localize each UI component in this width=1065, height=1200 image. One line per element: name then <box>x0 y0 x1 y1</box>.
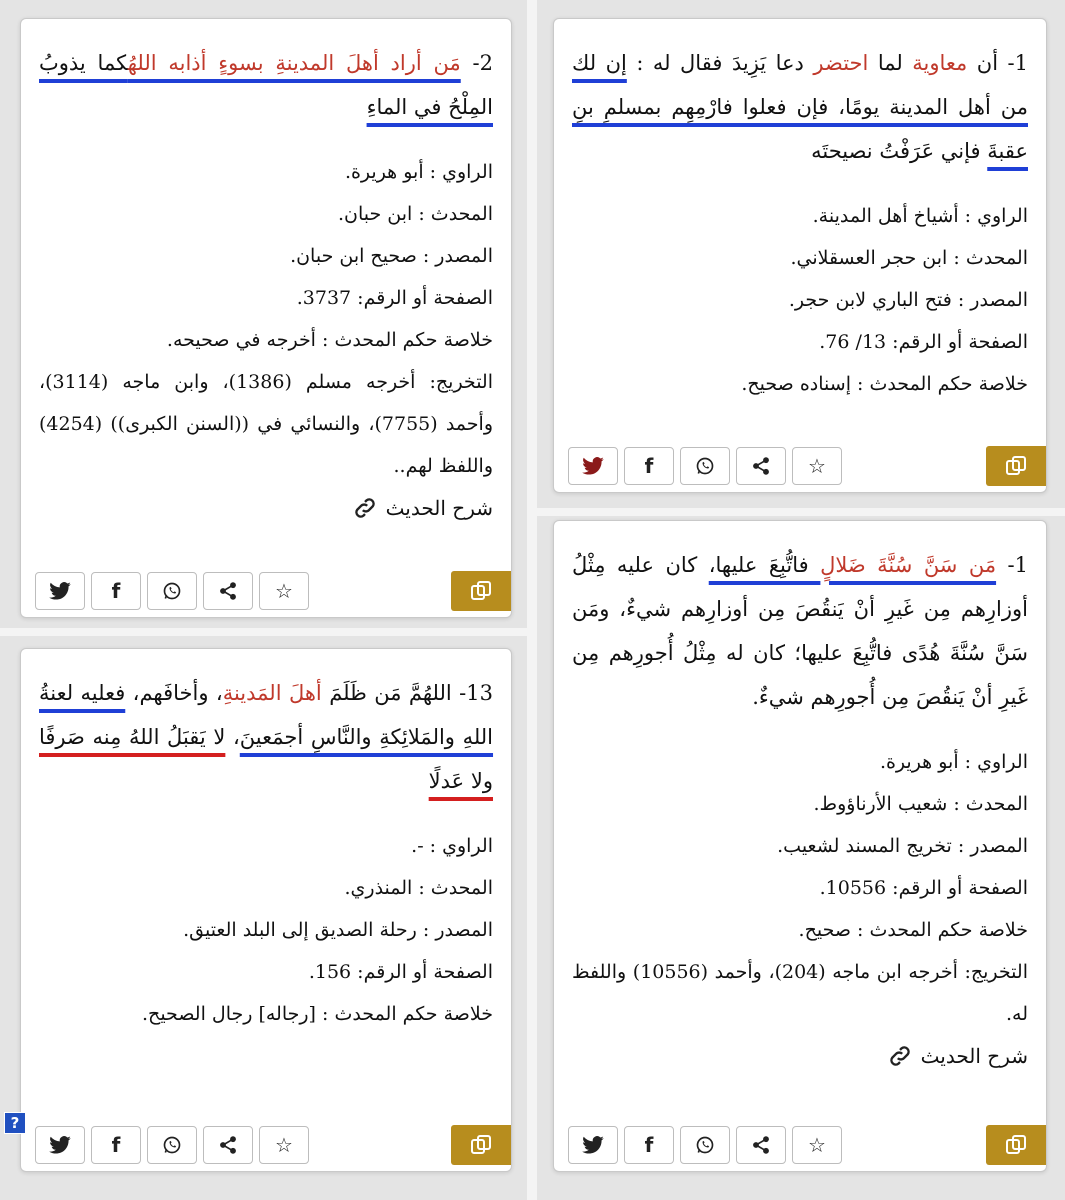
ruling: خلاصة حكم المحدث : صحيح. <box>798 919 1028 941</box>
hadith-highlight-red: مَن أراد أهلَ المدينةِ بسوءٍ أذابه اللهُ <box>127 51 461 75</box>
vertical-divider <box>527 0 537 1200</box>
whatsapp-button[interactable] <box>147 1126 197 1164</box>
share-button[interactable] <box>736 1126 786 1164</box>
hadith-underlined: إن لك من أهل المدينة يومًا، فإن فعلوا فارْمِهِم بمسلمِ بنِ عقبةَ <box>572 51 1028 163</box>
hadith-segment: ، وأخافَهم، <box>125 681 223 705</box>
muhaddith: المحدث : ابن حبان. <box>338 203 493 225</box>
link-icon <box>352 495 378 521</box>
source: المصدر : رحلة الصديق إلى البلد العتيق. <box>183 919 493 941</box>
twitter-button[interactable] <box>35 572 85 610</box>
twitter-button[interactable] <box>35 1126 85 1164</box>
narrator: الراوي : -. <box>411 835 493 857</box>
copy-icon <box>469 1133 493 1157</box>
hadith-underlined: فاتُّبِعَ عليها، <box>708 553 821 577</box>
share-button[interactable] <box>736 447 786 485</box>
facebook-button[interactable] <box>624 1126 674 1164</box>
source: المصدر : فتح الباري لابن حجر. <box>788 289 1028 311</box>
muhaddith: المحدث : شعيب الأرناؤوط. <box>813 793 1028 815</box>
hadith-number: 13- اللهُمَّ مَن ظَلَمَ <box>321 681 493 705</box>
card-toolbar <box>21 1119 511 1171</box>
whatsapp-button[interactable] <box>680 1126 730 1164</box>
page-number: الصفحة أو الرقم: 13/ 76. <box>819 331 1028 353</box>
narrator: الراوي : أبو هريرة. <box>879 751 1028 773</box>
copy-button[interactable] <box>986 1125 1046 1165</box>
hadith-text <box>39 19 493 129</box>
muhaddith: المحدث : ابن حجر العسقلاني. <box>790 247 1028 269</box>
whatsapp-icon <box>695 456 715 476</box>
sharh-label: شرح الحديث <box>385 496 493 520</box>
help-badge[interactable] <box>4 1112 26 1134</box>
twitter-button[interactable] <box>568 447 618 485</box>
hadith-card-muawiya <box>553 18 1047 493</box>
share-icon <box>751 1135 771 1155</box>
hadith-meta <box>39 151 493 487</box>
hadith-card-sunna <box>553 520 1047 1172</box>
copy-button[interactable] <box>451 571 511 611</box>
facebook-icon: f <box>111 1133 121 1157</box>
facebook-icon: f <box>644 1133 654 1157</box>
hadith-text <box>572 19 1028 173</box>
link-icon <box>887 1043 913 1069</box>
sharh-link[interactable] <box>572 1043 1028 1069</box>
facebook-icon: f <box>111 579 121 603</box>
hadith-card-madina-evil <box>20 18 512 618</box>
page-number: الصفحة أو الرقم: 156. <box>308 961 493 983</box>
share-button[interactable] <box>203 1126 253 1164</box>
ruling: خلاصة حكم المحدث : [رجاله] رجال الصحيح. <box>142 1003 493 1025</box>
hadith-number: 1- أن <box>967 51 1029 75</box>
hadith-meta <box>572 741 1028 1035</box>
share-icon <box>218 1135 238 1155</box>
hadith-number: 1- <box>996 553 1028 577</box>
favorite-button[interactable] <box>792 447 842 485</box>
whatsapp-button[interactable] <box>147 572 197 610</box>
hadith-card-curse <box>20 648 512 1172</box>
favorite-button[interactable] <box>259 1126 309 1164</box>
star-icon: ☆ <box>808 1133 826 1157</box>
favorite-button[interactable] <box>792 1126 842 1164</box>
hadith-underlined: كما يذوبُ <box>39 51 128 75</box>
star-icon: ☆ <box>808 454 826 478</box>
narrator: الراوي : أشياخ أهل المدينة. <box>812 205 1028 227</box>
facebook-button[interactable] <box>624 447 674 485</box>
horizontal-divider-left <box>0 628 527 636</box>
whatsapp-icon <box>695 1135 715 1155</box>
takhrij: التخريج: أخرجه ابن ماجه (204)، وأحمد (10556) واللفظ له. <box>572 961 1028 1025</box>
source: المصدر : تخريج المسند لشعيب. <box>777 835 1028 857</box>
hadith-segment: كان عليه مِثْلُ أوزارِهم مِن غَيرِ أنْ يَنقُصَ مِن أوزارِهم شيءٌ، ومَن سَنَّ سُنَّةَ هُدًى فاتُّبِعَ عليها؛ كان له مِثْلُ أُجورِهم مِن غَيرِ أنْ يَنقُصَ مِن أُجورِهم شيءٌ. <box>572 553 1028 709</box>
page-number: الصفحة أو الرقم: 3737. <box>296 287 493 309</box>
facebook-icon: f <box>644 454 654 478</box>
narrator: الراوي : أبو هريرة. <box>344 161 493 183</box>
hadith-underlined: المِلْحُ في الماءِ <box>366 95 493 119</box>
copy-button[interactable] <box>451 1125 511 1165</box>
hadith-segment: ، <box>225 725 240 749</box>
whatsapp-icon <box>162 1135 182 1155</box>
copy-icon <box>469 579 493 603</box>
twitter-button[interactable] <box>568 1126 618 1164</box>
horizontal-divider-right <box>537 508 1065 516</box>
facebook-button[interactable] <box>91 1126 141 1164</box>
favorite-button[interactable] <box>259 572 309 610</box>
whatsapp-icon <box>162 581 182 601</box>
sharh-label: شرح الحديث <box>920 1044 1028 1068</box>
star-icon: ☆ <box>275 1133 293 1157</box>
copy-icon <box>1004 1133 1028 1157</box>
share-icon <box>751 456 771 476</box>
twitter-icon <box>582 457 604 475</box>
hadith-segment: دعا يَزِيدَ فقال له : <box>626 51 814 75</box>
help-icon: ? <box>10 1114 20 1132</box>
card-toolbar <box>554 440 1046 492</box>
twitter-icon <box>582 1136 604 1154</box>
source: المصدر : صحيح ابن حبان. <box>290 245 493 267</box>
hadith-meta <box>572 195 1028 405</box>
share-icon <box>218 581 238 601</box>
takhrij: التخريج: أخرجه مسلم (1386)، وابن ماجه (3114)، وأحمد (7755)، والنسائي في ((السنن الكبرى)) (4254) واللفظ لهم.. <box>39 371 493 477</box>
copy-button[interactable] <box>986 446 1046 486</box>
hadith-underlined-red: لا يَقبَلُ اللهُ مِنه صَرفًا ولا عَدلًا <box>39 725 493 793</box>
hadith-text <box>572 521 1028 719</box>
hadith-segment: فإني عَرَفْتُ نصيحتَه <box>811 139 988 163</box>
card-toolbar <box>21 565 511 617</box>
hadith-underlined: فعليه لعنةُ اللهِ والمَلائِكةِ والنَّاسِ أجمَعينَ <box>39 681 494 749</box>
hadith-number: 2- <box>460 51 494 75</box>
muhaddith: المحدث : المنذري. <box>344 877 493 899</box>
hadith-meta <box>39 825 493 1035</box>
hadith-highlight-red: احتضر <box>813 51 869 75</box>
star-icon: ☆ <box>275 579 293 603</box>
whatsapp-button[interactable] <box>680 447 730 485</box>
hadith-highlight-red: معاوية <box>912 51 968 75</box>
twitter-icon <box>49 582 71 600</box>
share-button[interactable] <box>203 572 253 610</box>
hadith-highlight-red: أهلَ المَدينةِ <box>222 681 322 705</box>
hadith-highlight-red: مَن سَنَّ سُنَّةَ ضَلالٍ <box>820 553 997 577</box>
facebook-button[interactable] <box>91 572 141 610</box>
card-toolbar <box>554 1119 1046 1171</box>
hadith-segment: لما <box>868 51 913 75</box>
page-number: الصفحة أو الرقم: 10556. <box>819 877 1028 899</box>
ruling: خلاصة حكم المحدث : أخرجه في صحيحه. <box>166 329 493 351</box>
twitter-icon <box>49 1136 71 1154</box>
sharh-link[interactable] <box>39 495 493 521</box>
hadith-text <box>39 649 493 803</box>
ruling: خلاصة حكم المحدث : إسناده صحيح. <box>741 373 1028 395</box>
copy-icon <box>1004 454 1028 478</box>
